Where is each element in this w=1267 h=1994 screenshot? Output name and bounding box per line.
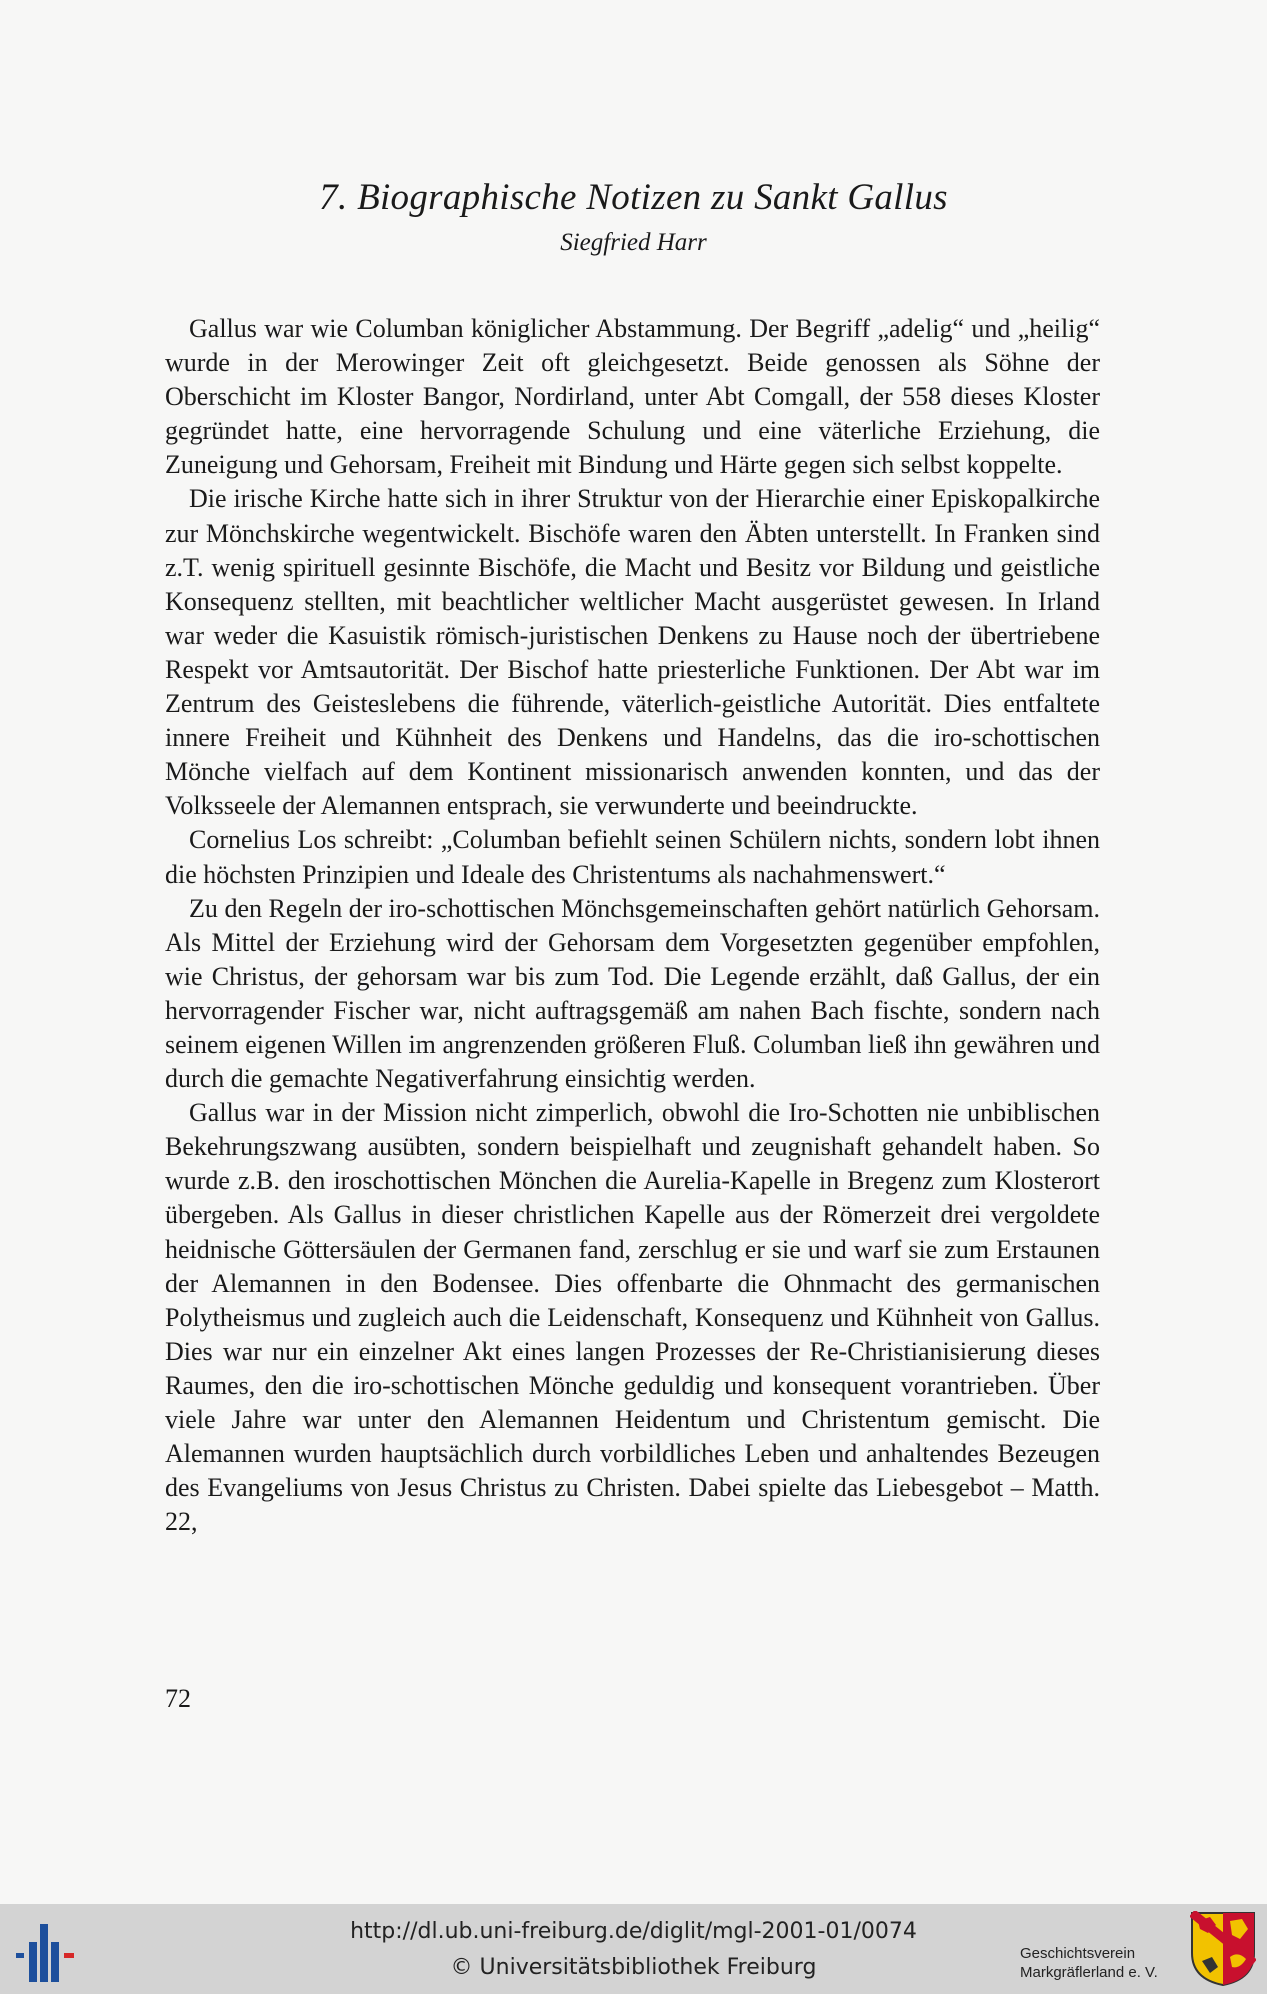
page-number: 72 [165,1684,191,1713]
viewer-footer [0,1904,1267,1994]
body-text [165,312,1100,1539]
paragraph: Gallus war wie Columban königlicher Abstammung. Der Begriff „adelig“ und „heilig“ wurde in der Merowinger Zeit oft gleichgesetzt. Beide genossen als Söhne der Oberschicht im Kloster Bangor, Nordirland, unter Abt Comgall, der 558 dieses Kloster gegründet hatte, eine hervorragende Schulung und eine väterliche Erziehung, die Zuneigung und Gehorsam, Freiheit mit Bindung und Härte gegen sich selbst koppelte. [165,314,1100,480]
chapter-title: 7. Biographische Notizen zu Sankt Gallus [319,177,948,218]
society-name [1020,1944,1158,1982]
paragraph: Zu den Regeln der iro-schottischen Mönchsgemeinschaften gehört natürlich Gehorsam. Als Mittel der Erziehung wird der Gehorsam dem Vorgesetzten gegenüber empfohlen, wie Christus, der gehorsam war bis zum Tod. Die Legende erzählt, daß Gallus, der ein hervorragender Fischer war, nicht auftragsgemäß am nahen Bach fischte, sondern nach seinem eigenen Willen im angrenzenden größeren Fluß. Columban ließ ihn gewähren und durch die gemachte Negativerfahrung einsichtig werden. [165,893,1100,1094]
paragraph: Cornelius Los schreibt: „Columban befiehlt seinen Schülern nichts, sondern lobt ihnen die höchsten Prinzipien und Ideale des Christentums als nachahmenswert.“ [165,825,1100,889]
author-name: Siegfried Harr [560,229,707,256]
paragraph: Die irische Kirche hatte sich in ihrer Struktur von der Hierarchie einer Episkopalkirche zur Mönchskirche wegentwickelt. Bischöfe waren den Äbten unterstellt. In Franken sind z.T. wenig spirituell gesinnte Bischöfe, die Macht und Besitz vor Bildung und geistliche Konsequenz stellten, mit beachtlicher weltlicher Macht ausgerüstet gewesen. In Irland war weder die Kasuistik römisch-juristischen Denkens zu Hause noch der übertriebene Respekt vor Amtsautorität. Der Bischof hatte priesterliche Funktionen. Der Abt war im Zentrum des Geisteslebens die führende, väterlich-geistliche Autorität. Dies entfaltete innere Freiheit und Kühnheit des Denkens und Handelns, das die iro-schottischen Mönche vielfach auf dem Kontinent missionarisch anwenden konnten, und das der Volksseele der Alemannen entsprach, sie verwunderte und beeindruckte. [165,484,1100,821]
coat-of-arms-icon [1190,1911,1256,1987]
society-name-line: Markgräflerland e. V. [1020,1964,1158,1981]
copyright-notice: © Universitätsbibliothek Freiburg [450,1955,817,1980]
document-url-link[interactable]: http://dl.ub.uni-freiburg.de/diglit/mgl-2001-01/0074 [350,1919,917,1944]
paragraph: Gallus war in der Mission nicht zimperlich, obwohl die Iro-Schotten nie unbiblischen Bekehrungszwang ausübten, sondern beispielhaft und zeugnishaft gehandelt haben. So wurde z.B. den iroschottischen Mönchen die Aurelia-Kapelle in Bregenz zum Klosterort übergeben. Als Gallus in dieser christlichen Kapelle aus der Römerzeit drei vergoldete heidnische Göttersäulen der Germanen fand, zerschlug er sie und warf sie zum Erstaunen der Alemannen in den Bodensee. Dies offenbarte die Ohnmacht des germanischen Polytheismus und zugleich auch die Leidenschaft, Konsequenz und Kühnheit von Gallus. Dies war nur ein einzelner Akt eines langen Prozesses der Re-Christianisierung dieses Raumes, den die iro-schottischen Mönche geduldig und konsequent vorantrieben. Über viele Jahre war unter den Alemannen Heidentum und Christentum gemischt. Die Alemannen wurden hauptsächlich durch vorbildliches Leben und anhaltendes Bezeugen des Evangeliums von Jesus Christus zu Christen. Dabei spielte das Liebesgebot – Matth. 22, [165,1098,1100,1537]
society-name-line: Geschichtsverein [1020,1945,1136,1962]
